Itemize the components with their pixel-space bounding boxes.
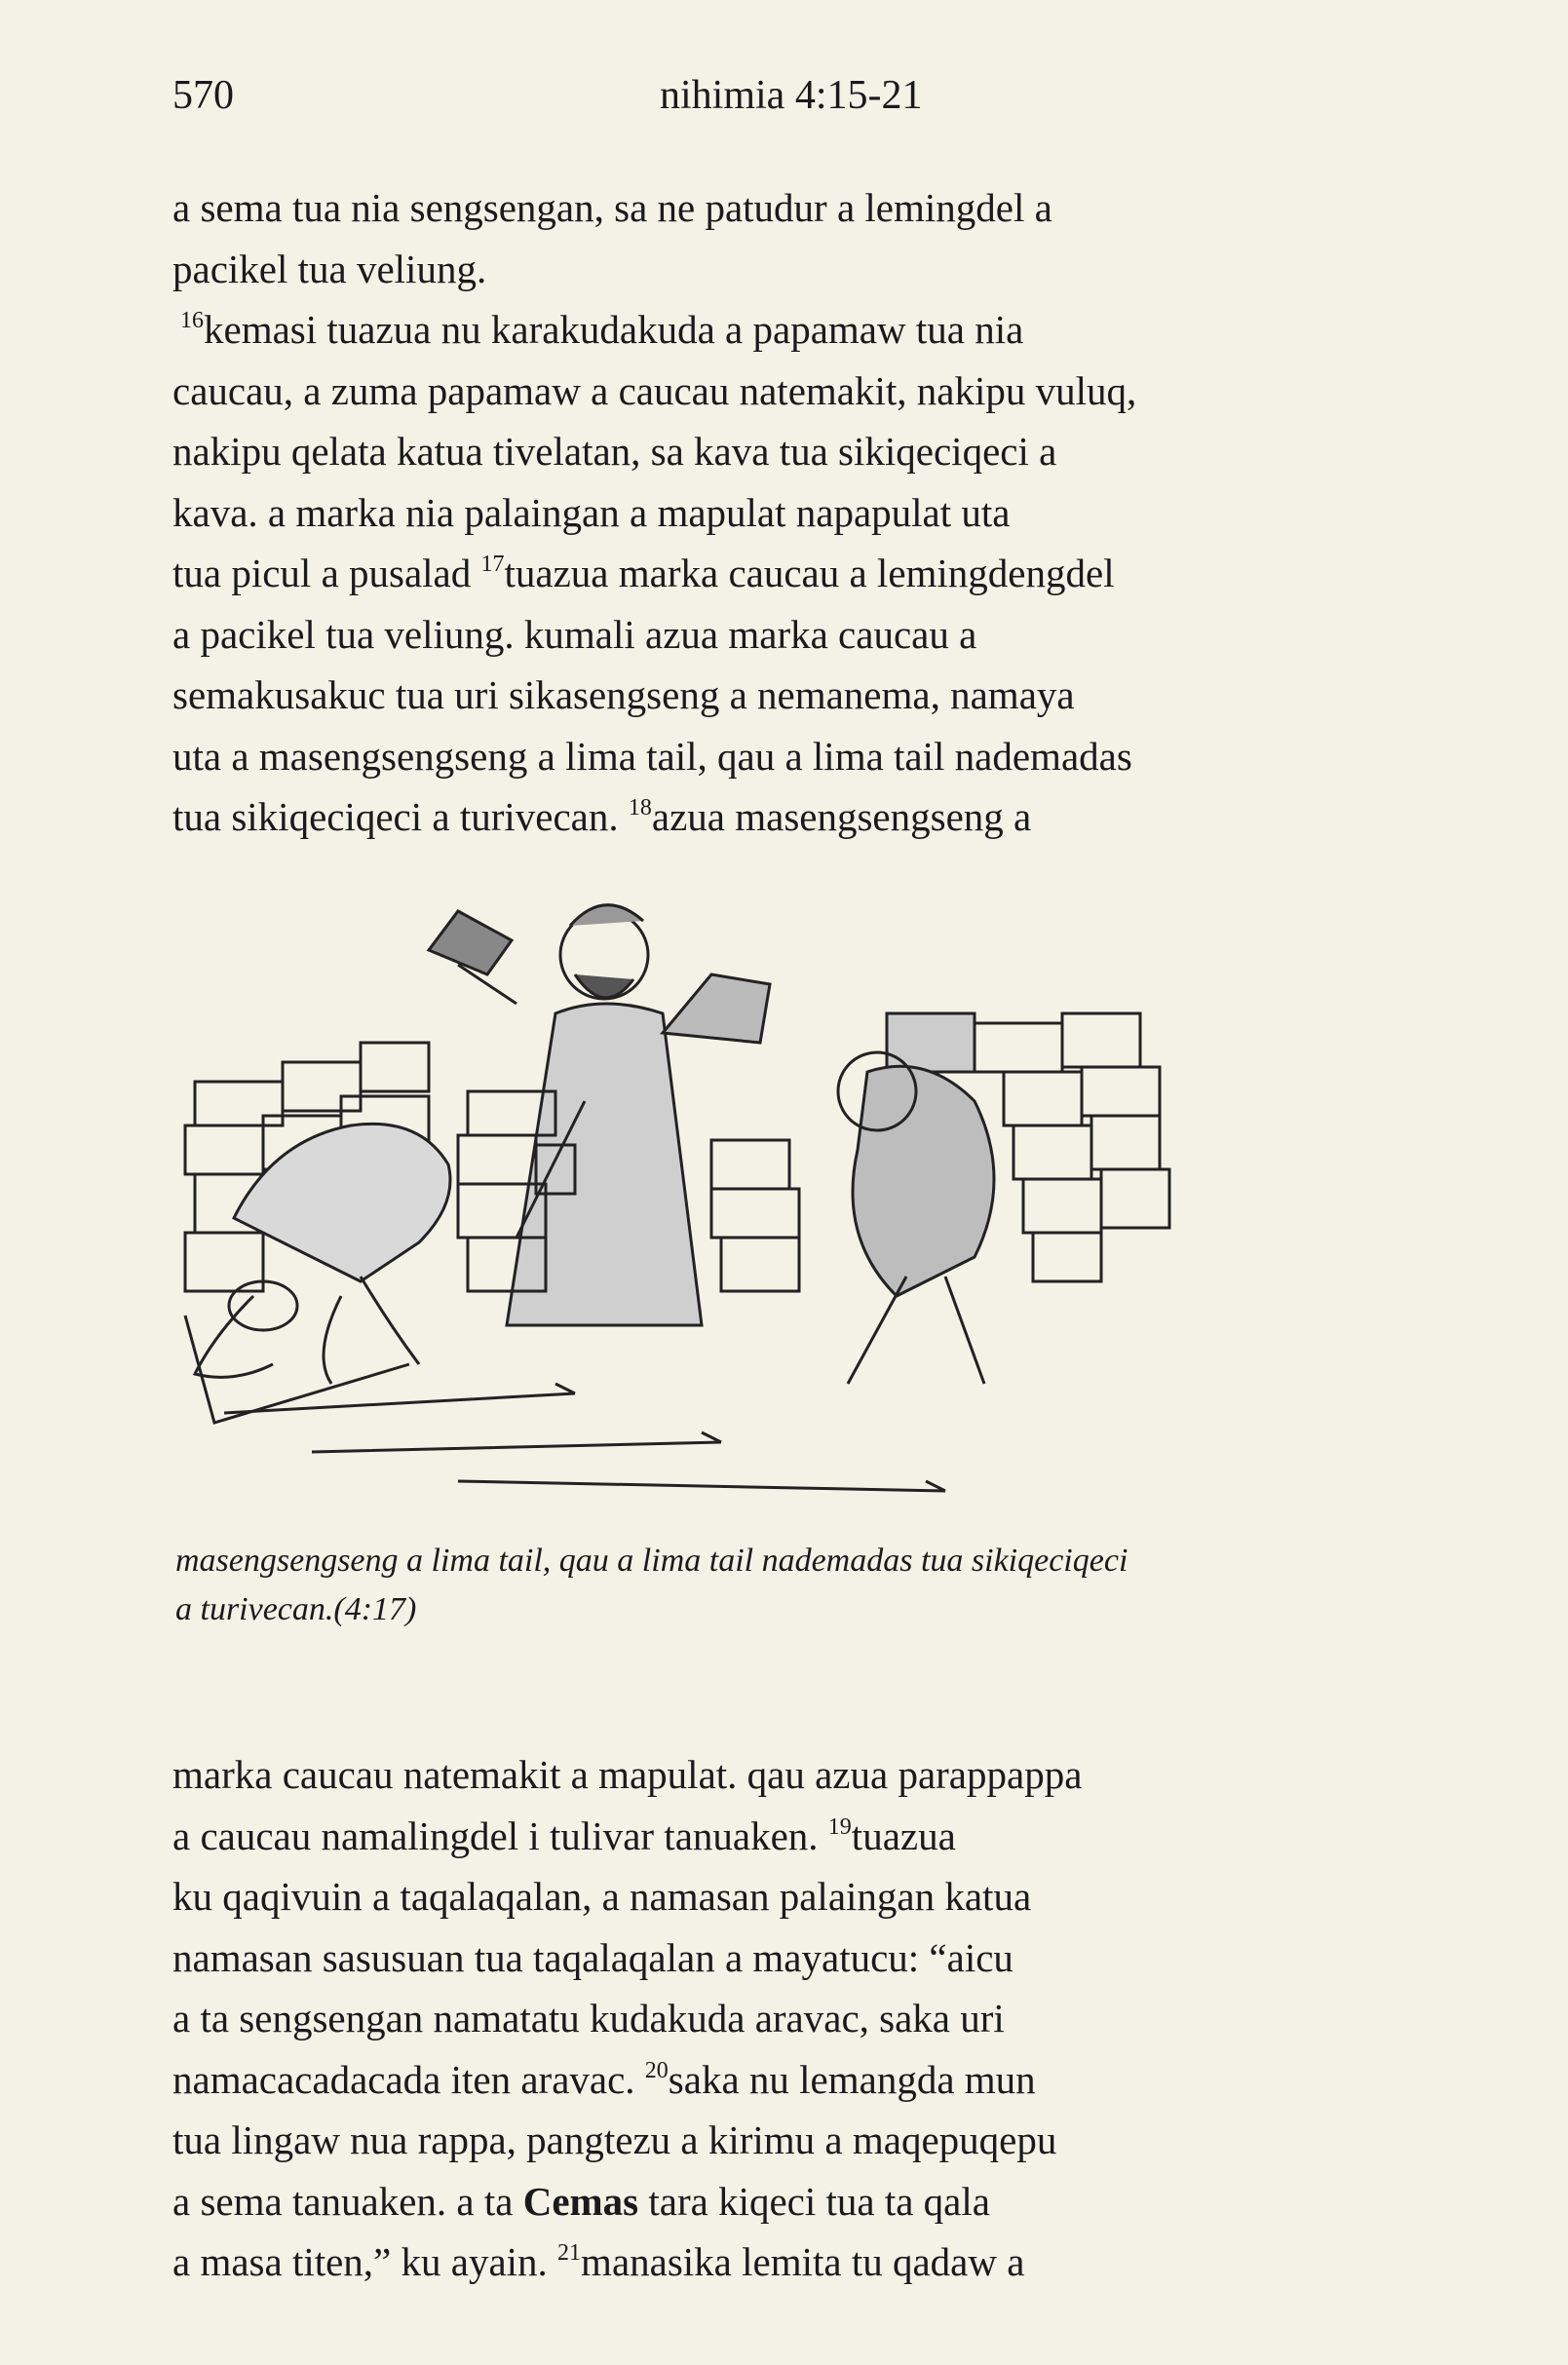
text-line: tua lingaw nua rappa, pangtezu a kirimu a maqepuqepu	[172, 2117, 1057, 2162]
verse-number: 21	[557, 2240, 582, 2266]
text-line: nakipu qelata katua tivelatan, sa kava tua sikiqeciqeci a	[172, 429, 1057, 474]
illustration-caption	[175, 1537, 1506, 1634]
text-line: kava. a marka nia palaingan a mapulat napapulat uta	[172, 489, 1011, 535]
text-line: a sema tanuaken. a ta Cemas tara kiqeci tua ta qala	[172, 2178, 990, 2224]
text-line: semakusakuc tua uri sikasengseng a nemanema, namaya	[172, 672, 1075, 717]
paragraph-top	[172, 177, 1508, 848]
left-worker-figure	[195, 1124, 450, 1384]
verse-number: 17	[480, 552, 505, 577]
caption-line: a turivecan.(4:17)	[175, 1591, 417, 1627]
arrows	[185, 1316, 945, 1491]
verse-number: 19	[827, 1813, 852, 1840]
running-head: nihimia 4:15-21	[660, 73, 923, 118]
verse-line: $^{16}$kemasi tuazua nu karakudakuda a papamaw tua nia	[180, 307, 1024, 352]
verse-number: 18	[628, 795, 652, 820]
text-line: tua picul a pusalad $^{17}$tuazua marka caucau a lemingdengdel	[172, 551, 1115, 595]
text-line: ku qaqivuin a taqalaqalan, a namasan palaingan katua	[172, 1874, 1032, 1919]
text-line: a masa titen,” ku ayain. $^{21}$manasika lemita tu qadaw a	[172, 2239, 1025, 2284]
text-line: caucau, a zuma papamaw a caucau natemakit, nakipu vuluq,	[172, 367, 1137, 413]
wall-building-illustration	[166, 867, 1511, 1549]
caption-line: masengsengseng a lima tail, qau a lima tail nademadas tua sikiqeciqeci	[175, 1543, 1128, 1579]
center-guard-figure	[429, 905, 770, 1325]
right-wall-stones	[975, 1013, 1169, 1281]
text-line: namasan sasusuan tua taqalaqalan a mayatucu: “aicu	[172, 1934, 1013, 1980]
text-line: marka caucau natemakit a mapulat. qau azua parappappa	[172, 1752, 1083, 1797]
page-header	[172, 60, 1508, 119]
verse-number: 16	[180, 308, 204, 333]
verse-number: 20	[644, 2057, 669, 2083]
text-line: a ta sengsengan namatatu kudakuda aravac, saka uri	[172, 1996, 1005, 2041]
text-line: a sema tua nia sengsengan, sa ne patudur a lemingdel a	[172, 185, 1052, 230]
text-line: uta a masengsengseng a lima tail, qau a lima tail nademadas	[172, 733, 1132, 779]
text-line: pacikel tua veliung.	[172, 246, 487, 291]
text-line: tua sikiqeciqeci a turivecan. $^{18}$azua masengsengseng a	[172, 794, 1032, 839]
text-line: a pacikel tua veliung. kumali azua marka caucau a	[172, 611, 977, 657]
text-line: a caucau namalingdel i tulivar tanuaken. $^{19}$tuazua	[172, 1812, 956, 1858]
bold-name: Cemas	[522, 2178, 639, 2224]
page-number: 570	[172, 73, 234, 118]
text-line: namacacadacada iten aravac. $^{20}$saka nu lemangda mun	[172, 2056, 1036, 2102]
paragraph-bottom	[172, 1744, 1508, 2293]
right-worker-figure	[838, 1013, 994, 1384]
